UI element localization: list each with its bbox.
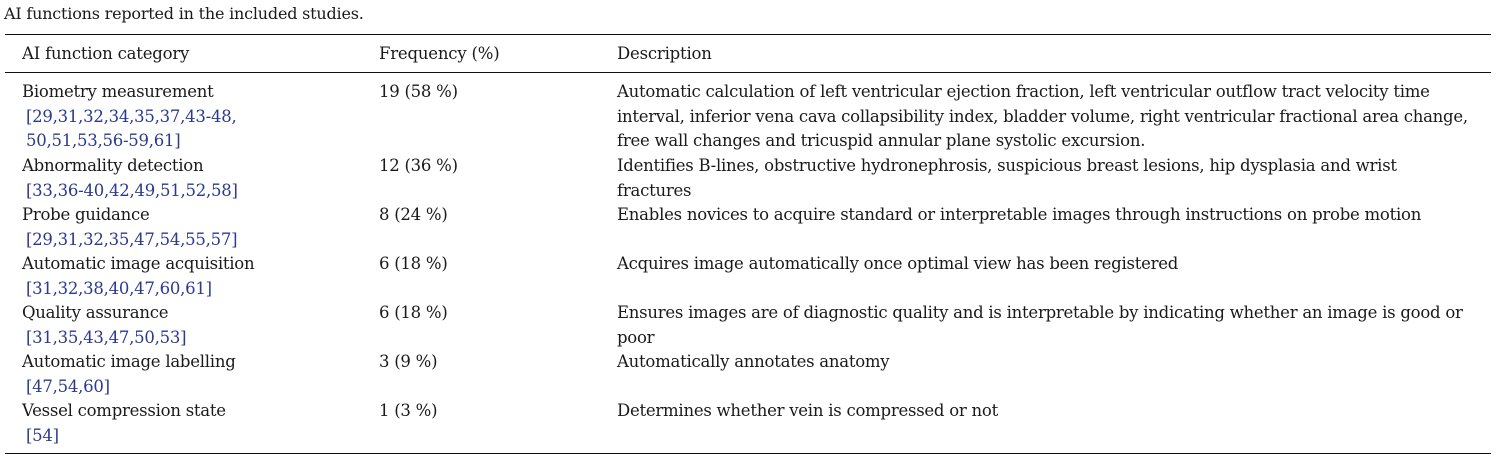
category-cell	[22, 203, 362, 252]
header-category: AI function category	[22, 44, 190, 63]
category-cell	[22, 301, 362, 350]
description-cell	[617, 399, 1487, 424]
header-description: Description	[617, 44, 712, 63]
description-line: free wall changes and tricuspid annular plane systolic excursion.	[617, 131, 1146, 150]
reference-link[interactable]: [47,54,60]	[26, 376, 110, 396]
description-line: poor	[617, 327, 655, 347]
frequency-cell: 1 (3 %)	[379, 401, 438, 420]
description-line: Automatically annotates anatomy	[617, 352, 890, 371]
category-cell	[22, 350, 362, 399]
description-cell	[617, 301, 1487, 350]
reference-link[interactable]: [29,31,32,34,35,37,43-48,	[26, 106, 237, 126]
frequency-cell: 8 (24 %)	[379, 205, 448, 224]
category-label: Automatic image acquisition	[22, 254, 255, 273]
category-cell	[22, 399, 362, 448]
category-label: Vessel compression state	[22, 401, 226, 420]
description-line: Ensures images are of diagnostic quality and is interpretable by indicating whether an image is good or	[617, 303, 1463, 322]
category-label: Probe guidance	[22, 205, 150, 224]
reference-link[interactable]: [33,36-40,42,49,51,52,58]	[26, 180, 238, 200]
frequency-cell: 19 (58 %)	[379, 82, 458, 101]
description-cell	[617, 80, 1487, 154]
header-rule	[5, 72, 1491, 73]
frequency-cell: 6 (18 %)	[379, 303, 448, 322]
header-frequency: Frequency (%)	[379, 44, 500, 63]
description-cell	[617, 154, 1487, 203]
reference-link[interactable]: [31,35,43,47,50,53]	[26, 327, 187, 347]
category-cell	[22, 252, 362, 301]
frequency-cell: 3 (9 %)	[379, 352, 438, 371]
category-label: Abnormality detection	[22, 156, 204, 175]
description-line: fractures	[617, 180, 692, 200]
reference-link[interactable]: [54]	[26, 425, 59, 445]
category-label: Automatic image labelling	[22, 352, 236, 371]
bottom-rule	[5, 453, 1491, 454]
description-line: Determines whether vein is compressed or not	[617, 401, 998, 420]
category-cell	[22, 154, 362, 203]
top-rule	[5, 34, 1491, 35]
reference-link[interactable]: [31,32,38,40,47,60,61]	[26, 278, 212, 298]
reference-link[interactable]: [29,31,32,35,47,54,55,57]	[26, 229, 238, 249]
description-cell	[617, 252, 1487, 277]
description-line: Acquires image automatically once optimal view has been registered	[617, 254, 1179, 273]
reference-link[interactable]: 50,51,53,56-59,61]	[26, 131, 181, 150]
description-line: Enables novices to acquire standard or interpretable images through instructions on probe motion	[617, 205, 1422, 224]
description-line: Automatic calculation of left ventricular ejection fraction, left ventricular outflow tract velocity time	[617, 82, 1430, 101]
frequency-cell: 12 (36 %)	[379, 156, 458, 175]
category-label: Biometry measurement	[22, 82, 214, 101]
description-line: Identifies B-lines, obstructive hydronephrosis, suspicious breast lesions, hip dysplasia and wrist	[617, 156, 1397, 175]
category-cell	[22, 80, 362, 154]
description-cell	[617, 203, 1487, 228]
description-cell	[617, 350, 1487, 375]
frequency-cell: 6 (18 %)	[379, 254, 448, 273]
description-line: interval, inferior vena cava collapsibility index, bladder volume, right ventricular fractional area change,	[617, 106, 1468, 126]
table-caption: AI functions reported in the included studies.	[4, 4, 364, 23]
category-label: Quality assurance	[22, 303, 169, 322]
